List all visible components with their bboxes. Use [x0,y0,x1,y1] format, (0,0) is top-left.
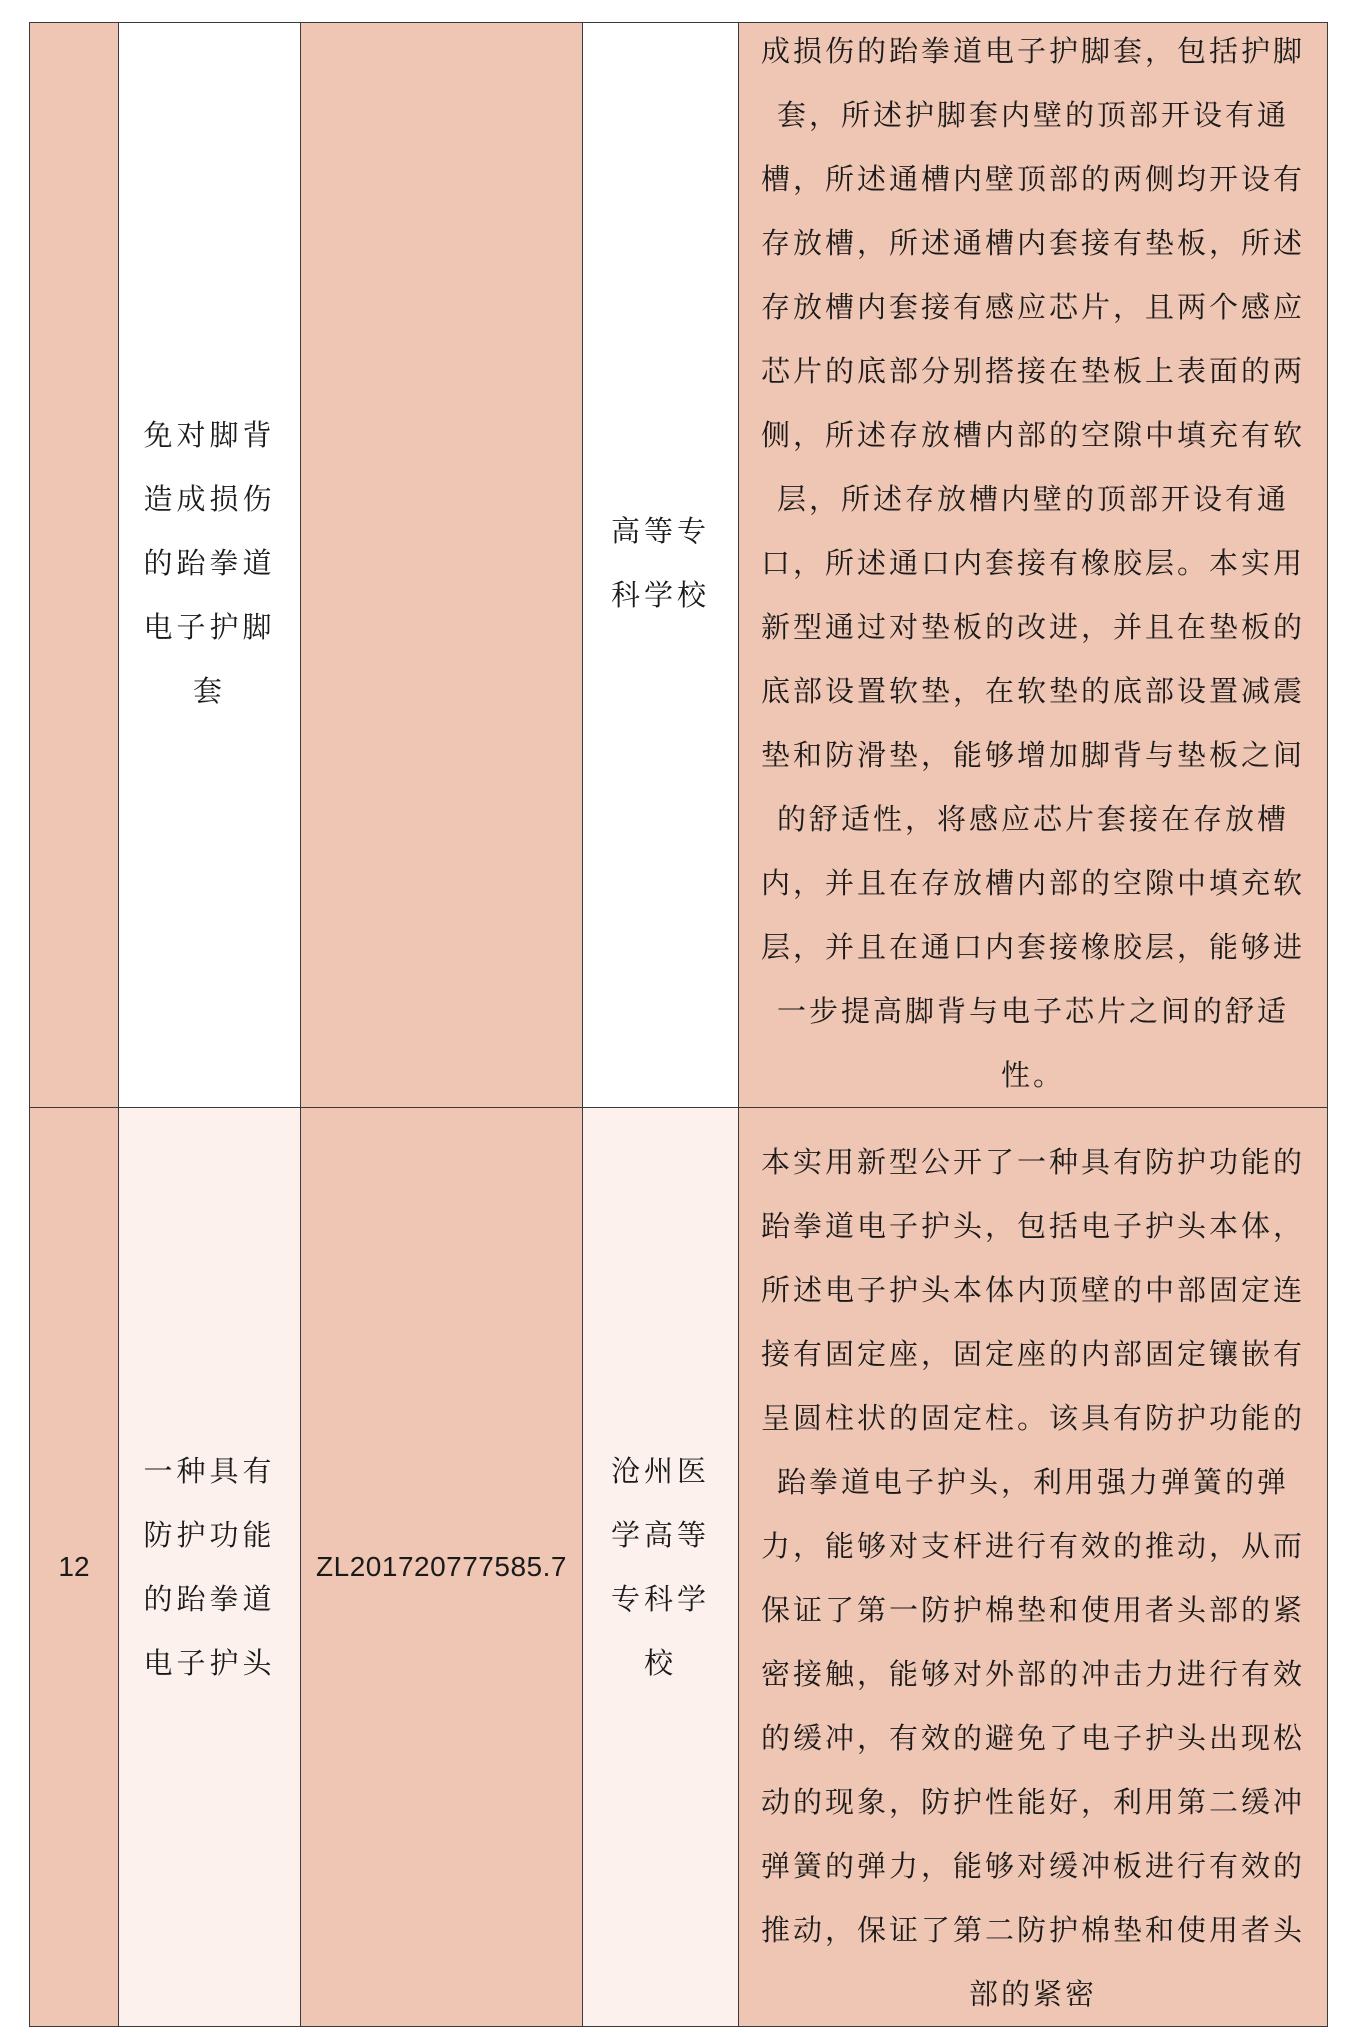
name-cell [119,1108,301,2027]
patent-table [29,22,1328,2027]
number-cell [30,1108,119,2027]
patent-number-cell [301,23,583,1108]
patent-name: 一种具有防护功能的跆拳道电子护头 [143,1454,276,1680]
patent-owner: 沧州医学高等专科学校 [610,1454,710,1680]
owner-cell [583,1108,739,2027]
owner-cell [583,23,739,1108]
patent-owner: 高等专科学校 [610,514,710,612]
patent-name: 免对脚背造成损伤的跆拳道电子护脚套 [143,418,276,708]
patent-number: ZL201720777585.7 [316,1551,567,1582]
description-cell [739,23,1328,1108]
description-cell [739,1108,1328,2027]
table-row [30,23,1328,1108]
patent-description: 本实用新型公开了一种具有防护功能的跆拳道电子护头，包括电子护头本体，所述电子护头本体内顶壁的中部固定连接有固定座，固定座的内部固定镶嵌有呈圆柱状的固定柱。该具有防护功能的跆拳道电子护头，利用强力弹簧的弹力，能够对支杆进行有效的推动，从而保证了第一防护棉垫和使用者头部的紧密接触，能够对外部的冲击力进行有效的缓冲，有效的避免了电子护头出现松动的现象，防护性能好，利用第二缓冲弹簧的弹力，能够对缓冲板进行有效的推动，保证了第二防护棉垫和使用者头部的紧密 [760,1145,1305,2011]
name-cell [119,23,301,1108]
table-row [30,1108,1328,2027]
number-cell [30,23,119,1108]
row-number: 12 [58,1551,90,1582]
patent-number-cell [301,1108,583,2027]
patent-description: 成损伤的跆拳道电子护脚套，包括护脚套，所述护脚套内壁的顶部开设有通槽，所述通槽内壁顶部的两侧均开设有存放槽，所述通槽内套接有垫板，所述存放槽内套接有感应芯片，且两个感应芯片的底部分别搭接在垫板上表面的两侧，所述存放槽内部的空隙中填充有软层，所述存放槽内壁的顶部开设有通口，所述通口内套接有橡胶层。本实用新型通过对垫板的改进，并且在垫板的底部设置软垫，在软垫的底部设置减震垫和防滑垫，能够增加脚背与垫板之间的舒适性，将感应芯片套接在存放槽内，并且在存放槽内部的空隙中填充软层，并且在通口内套接橡胶层，能够进一步提高脚背与电子芯片之间的舒适性。 [760,34,1305,1092]
